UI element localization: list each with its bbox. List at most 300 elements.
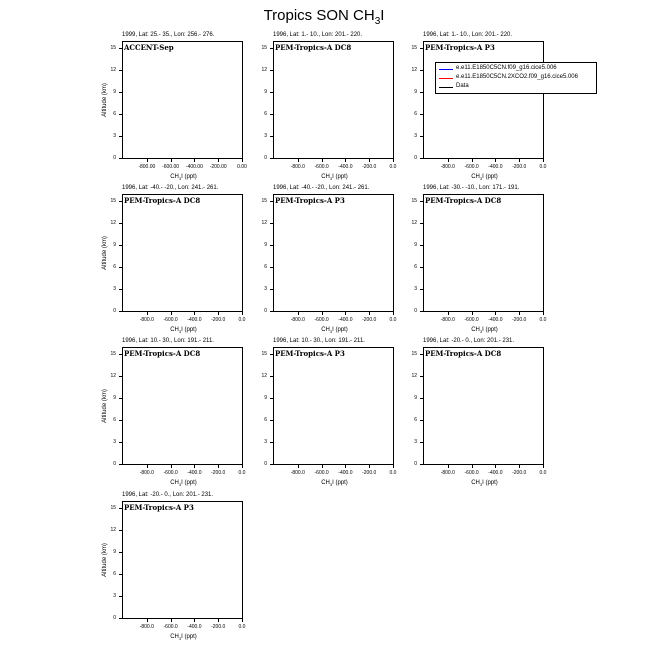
y-tick-label: 0 xyxy=(414,308,417,314)
x-tick xyxy=(218,618,219,622)
y-tick xyxy=(270,158,274,159)
y-tick xyxy=(420,398,424,399)
plot-area xyxy=(102,41,247,182)
x-tick xyxy=(369,464,370,468)
figure-title-sub: 3 xyxy=(374,16,381,27)
x-tick-label: -600.0 xyxy=(314,317,329,323)
x-title-end: I (ppt) xyxy=(332,327,348,333)
campaign-label: PEM-Tropics-A DC8 xyxy=(275,43,352,52)
x-tick-label: -600.0 xyxy=(163,624,178,630)
x-tick-label: -800.0 xyxy=(139,470,154,476)
y-tick xyxy=(119,223,123,224)
y-tick-label: 9 xyxy=(113,89,116,96)
y-tick xyxy=(119,70,123,71)
x-tick-label: -200.0 xyxy=(362,470,377,476)
x-title-main: CH xyxy=(170,480,179,486)
x-tick xyxy=(194,464,195,468)
y-tick-label: 9 xyxy=(264,395,267,402)
y-tick xyxy=(420,442,424,443)
figure-title-end: I xyxy=(380,7,385,24)
y-tick xyxy=(420,201,424,202)
x-tick-label: -600.0 xyxy=(464,470,479,476)
y-tick-label: 15 xyxy=(261,351,267,358)
x-tick-label: -200.0 xyxy=(362,164,377,170)
panel-header: 1996, Lat: -30.- -10., Lon: 171.- 191. xyxy=(423,185,520,191)
y-tick-label: 15 xyxy=(411,351,417,358)
y-tick xyxy=(420,92,424,93)
y-tick-label: 12 xyxy=(110,527,116,534)
y-tick-label: 6 xyxy=(113,571,116,578)
campaign-label: PEM-Tropics-A DC8 xyxy=(124,196,201,205)
x-tick xyxy=(345,464,346,468)
y-axis-title: Altitude (km) xyxy=(102,236,108,270)
y-tick xyxy=(270,70,274,71)
y-tick xyxy=(119,201,123,202)
y-tick-label: 0 xyxy=(113,615,116,621)
y-tick xyxy=(270,136,274,137)
x-tick xyxy=(543,311,544,315)
x-tick xyxy=(171,158,172,162)
x-tick-label: -200.0 xyxy=(512,164,527,170)
x-tick-label: -400.0 xyxy=(488,470,503,476)
x-tick xyxy=(393,311,394,315)
legend xyxy=(435,62,597,94)
y-tick-label: 12 xyxy=(110,67,116,74)
y-tick-label: 12 xyxy=(411,373,417,380)
x-tick-label: -800.0 xyxy=(139,317,154,323)
y-tick-label: 0 xyxy=(414,461,417,467)
x-title-end: I (ppt) xyxy=(482,327,498,333)
x-tick xyxy=(218,158,219,162)
y-tick xyxy=(420,48,424,49)
y-tick xyxy=(420,267,424,268)
y-tick xyxy=(119,48,123,49)
y-tick xyxy=(270,114,274,115)
x-tick-label: -600.0 xyxy=(163,317,178,323)
x-title-end: I (ppt) xyxy=(181,327,197,333)
y-tick xyxy=(270,267,274,268)
y-tick xyxy=(119,552,123,553)
y-tick xyxy=(270,398,274,399)
y-tick xyxy=(270,201,274,202)
x-tick xyxy=(171,464,172,468)
x-title-main: CH xyxy=(471,327,480,333)
panel-header: 1996, Lat: -20.- 0., Lon: 201.- 231. xyxy=(122,492,214,498)
y-tick xyxy=(270,376,274,377)
y-tick-label: 9 xyxy=(113,395,116,402)
y-tick-label: 12 xyxy=(261,67,267,74)
x-tick-label: 0.0 xyxy=(238,470,246,476)
y-tick-label: 0 xyxy=(264,461,267,467)
x-tick-label: -200.0 xyxy=(362,317,377,323)
x-title-sub: 3 xyxy=(479,482,483,488)
y-tick xyxy=(420,70,424,71)
y-tick-label: 12 xyxy=(411,67,417,74)
x-tick-label: 0.0 xyxy=(389,470,397,476)
x-tick xyxy=(345,158,346,162)
y-tick xyxy=(119,596,123,597)
y-tick-label: 3 xyxy=(264,439,267,446)
x-tick xyxy=(393,158,394,162)
panel-header: 1996, Lat: 10.- 30., Lon: 191.- 211. xyxy=(273,338,365,344)
x-tick-label: -400.0 xyxy=(488,164,503,170)
x-tick-label: -400.00 xyxy=(185,164,203,170)
y-tick xyxy=(119,311,123,312)
x-tick-label: -200.0 xyxy=(211,624,226,630)
x-tick xyxy=(369,311,370,315)
x-tick xyxy=(147,311,148,315)
y-tick-label: 3 xyxy=(113,439,116,446)
y-tick xyxy=(270,92,274,93)
x-tick xyxy=(171,618,172,622)
y-tick-label: 6 xyxy=(414,417,417,424)
x-tick xyxy=(242,618,243,622)
x-title-end: I (ppt) xyxy=(332,174,348,180)
y-tick xyxy=(270,48,274,49)
x-tick-label: -200.00 xyxy=(209,164,227,170)
x-tick xyxy=(298,311,299,315)
x-title-sub: 3 xyxy=(329,329,333,335)
x-tick xyxy=(242,464,243,468)
x-tick-label: -800.0 xyxy=(440,470,455,476)
x-tick xyxy=(171,311,172,315)
x-tick xyxy=(393,464,394,468)
y-tick-label: 15 xyxy=(261,45,267,52)
x-tick-label: -800.0 xyxy=(290,317,305,323)
x-tick xyxy=(147,618,148,622)
x-title-end: I (ppt) xyxy=(181,634,197,640)
x-title-end: I (ppt) xyxy=(181,480,197,486)
y-tick-label: 6 xyxy=(264,417,267,424)
campaign-label: PEM-Tropics-A P3 xyxy=(124,503,194,512)
x-tick-label: -400.0 xyxy=(187,624,202,630)
y-tick xyxy=(119,530,123,531)
y-tick-label: 9 xyxy=(264,242,267,249)
x-axis-title xyxy=(295,174,375,181)
y-tick-label: 6 xyxy=(264,264,267,271)
x-tick xyxy=(543,158,544,162)
y-tick xyxy=(270,289,274,290)
y-tick-label: 15 xyxy=(411,198,417,205)
panel-header: 1996, Lat: -40.- -20., Lon: 241.- 261. xyxy=(273,185,370,191)
x-tick xyxy=(495,158,496,162)
x-tick xyxy=(448,464,449,468)
y-tick xyxy=(420,376,424,377)
x-axis-title xyxy=(445,480,525,487)
y-tick xyxy=(270,354,274,355)
x-tick-label: -600.0 xyxy=(314,470,329,476)
y-tick xyxy=(270,442,274,443)
legend-swatch-black xyxy=(439,87,453,88)
y-tick-label: 12 xyxy=(261,373,267,380)
y-axis-title: Altitude (km) xyxy=(102,389,108,423)
y-tick-label: 6 xyxy=(113,417,116,424)
y-tick-label: 9 xyxy=(414,89,417,96)
x-tick-label: 0.0 xyxy=(539,164,547,170)
y-tick-label: 0 xyxy=(264,155,267,161)
x-tick xyxy=(218,464,219,468)
y-tick xyxy=(420,289,424,290)
x-tick xyxy=(322,311,323,315)
campaign-label: PEM-Tropics-A P3 xyxy=(275,349,345,358)
x-tick xyxy=(242,158,243,162)
x-tick xyxy=(519,464,520,468)
panel-header: 1996, Lat: 10.- 30., Lon: 191.- 211. xyxy=(122,338,214,344)
y-tick-label: 0 xyxy=(113,461,116,467)
x-tick-label: 0.0 xyxy=(389,317,397,323)
x-tick xyxy=(322,464,323,468)
y-tick xyxy=(420,223,424,224)
y-tick xyxy=(270,245,274,246)
x-title-sub: 3 xyxy=(178,482,182,488)
x-title-main: CH xyxy=(170,327,179,333)
x-tick-label: 0.0 xyxy=(539,317,547,323)
y-tick xyxy=(119,158,123,159)
campaign-label: PEM-Tropics-A DC8 xyxy=(425,196,502,205)
x-tick xyxy=(298,158,299,162)
y-tick xyxy=(119,92,123,93)
y-tick xyxy=(420,354,424,355)
x-title-sub: 3 xyxy=(178,636,182,642)
y-tick-label: 9 xyxy=(113,242,116,249)
campaign-label: ACCENT-Sep xyxy=(124,43,174,52)
y-tick-label: 6 xyxy=(414,264,417,271)
x-tick-label: -600.0 xyxy=(464,164,479,170)
x-axis-title xyxy=(144,480,224,487)
plot-area xyxy=(261,41,397,182)
y-tick xyxy=(420,245,424,246)
y-tick xyxy=(420,114,424,115)
plot-area xyxy=(261,194,397,335)
x-title-sub: 3 xyxy=(329,482,333,488)
legend-swatch-red xyxy=(439,78,453,79)
y-tick xyxy=(119,267,123,268)
x-axis-title xyxy=(144,634,224,641)
x-tick-label: -200.0 xyxy=(211,317,226,323)
y-tick-label: 0 xyxy=(264,308,267,314)
x-title-end: I (ppt) xyxy=(482,480,498,486)
x-title-main: CH xyxy=(321,174,330,180)
campaign-label: PEM-Tropics-A DC8 xyxy=(425,349,502,358)
y-tick xyxy=(119,354,123,355)
x-title-main: CH xyxy=(321,327,330,333)
x-title-main: CH xyxy=(321,480,330,486)
y-tick-label: 0 xyxy=(414,155,417,161)
x-title-sub: 3 xyxy=(178,329,182,335)
y-tick-label: 15 xyxy=(110,198,116,205)
x-tick-label: -600.00 xyxy=(162,164,180,170)
x-tick-label: -400.0 xyxy=(338,164,353,170)
legend-label: Data xyxy=(456,83,469,89)
y-tick xyxy=(420,420,424,421)
y-tick-label: 15 xyxy=(110,45,116,52)
y-tick xyxy=(119,508,123,509)
x-tick xyxy=(472,311,473,315)
legend-label: e.e11.E1850C5CN.f09_g16.cice5.006 xyxy=(456,65,557,71)
y-tick-label: 3 xyxy=(264,133,267,140)
y-tick xyxy=(270,420,274,421)
y-tick xyxy=(270,223,274,224)
x-title-main: CH xyxy=(170,174,179,180)
y-tick-label: 9 xyxy=(414,395,417,402)
x-tick xyxy=(194,311,195,315)
campaign-label: PEM-Tropics-A DC8 xyxy=(124,349,201,358)
x-tick xyxy=(194,158,195,162)
figure-title-main: Tropics SON CH xyxy=(263,7,375,24)
x-tick xyxy=(369,158,370,162)
x-tick xyxy=(495,464,496,468)
x-tick-label: -200.0 xyxy=(512,317,527,323)
y-tick-label: 3 xyxy=(414,439,417,446)
x-axis-title xyxy=(144,327,224,334)
y-tick-label: 9 xyxy=(414,242,417,249)
x-title-end: I (ppt) xyxy=(181,174,197,180)
x-tick-label: 0.0 xyxy=(238,624,246,630)
plot-area xyxy=(411,347,547,488)
y-tick xyxy=(119,136,123,137)
x-tick-label: -600.0 xyxy=(314,164,329,170)
x-tick-label: 0.0 xyxy=(238,317,246,323)
x-tick xyxy=(322,158,323,162)
y-tick-label: 3 xyxy=(414,286,417,293)
x-tick-label: -200.0 xyxy=(512,470,527,476)
x-tick xyxy=(472,158,473,162)
x-tick-label: -600.0 xyxy=(163,470,178,476)
y-tick-label: 3 xyxy=(414,133,417,140)
x-tick xyxy=(472,464,473,468)
y-tick xyxy=(420,311,424,312)
x-tick-label: -200.0 xyxy=(211,470,226,476)
x-tick xyxy=(543,464,544,468)
campaign-label: PEM-Tropics-A P3 xyxy=(275,196,345,205)
campaign-label: PEM-Tropics-A P3 xyxy=(425,43,495,52)
x-tick-label: -800.0 xyxy=(440,164,455,170)
y-tick xyxy=(119,245,123,246)
x-tick-label: -800.0 xyxy=(139,624,154,630)
x-tick-label: 0.00 xyxy=(237,164,247,170)
y-tick xyxy=(119,398,123,399)
y-tick xyxy=(119,442,123,443)
plot-area xyxy=(411,194,547,335)
x-tick-label: -800.0 xyxy=(290,470,305,476)
panel-header: 1996, Lat: -40.- -20., Lon: 241.- 261. xyxy=(122,185,219,191)
y-tick-label: 6 xyxy=(113,111,116,118)
plot-area xyxy=(102,501,246,642)
x-title-sub: 3 xyxy=(479,329,483,335)
x-tick-label: -600.0 xyxy=(464,317,479,323)
x-title-sub: 3 xyxy=(178,176,182,182)
x-tick-label: -400.0 xyxy=(187,470,202,476)
y-tick-label: 15 xyxy=(261,198,267,205)
plot-area xyxy=(261,347,397,488)
y-tick xyxy=(119,376,123,377)
x-axis-title xyxy=(295,327,375,334)
x-tick xyxy=(345,311,346,315)
y-tick-label: 15 xyxy=(411,45,417,52)
y-tick-label: 15 xyxy=(110,505,116,512)
y-tick-label: 0 xyxy=(113,155,116,161)
x-tick xyxy=(298,464,299,468)
y-tick-label: 6 xyxy=(113,264,116,271)
y-tick xyxy=(119,289,123,290)
x-tick-label: 0.0 xyxy=(389,164,397,170)
y-tick xyxy=(270,311,274,312)
x-axis-title xyxy=(445,327,525,334)
y-tick-label: 0 xyxy=(113,308,116,314)
y-tick xyxy=(119,420,123,421)
x-tick-label: -400.0 xyxy=(338,317,353,323)
x-tick xyxy=(448,158,449,162)
y-tick-label: 3 xyxy=(113,593,116,600)
x-tick xyxy=(218,311,219,315)
x-tick xyxy=(519,311,520,315)
x-tick xyxy=(242,311,243,315)
x-title-end: I (ppt) xyxy=(332,480,348,486)
y-tick xyxy=(270,464,274,465)
y-tick-label: 3 xyxy=(113,133,116,140)
plot-area xyxy=(411,41,547,182)
x-tick xyxy=(519,158,520,162)
y-tick-label: 6 xyxy=(414,111,417,118)
y-tick-label: 12 xyxy=(261,220,267,227)
y-axis-title: Altitude (km) xyxy=(102,543,108,577)
x-tick xyxy=(147,158,148,162)
y-tick-label: 3 xyxy=(264,286,267,293)
x-tick xyxy=(495,311,496,315)
x-title-sub: 3 xyxy=(479,176,483,182)
x-axis-title xyxy=(144,174,224,181)
y-tick xyxy=(119,464,123,465)
panel-header: 1996, Lat: -20.- 0., Lon: 201.- 231. xyxy=(423,338,515,344)
y-tick-label: 3 xyxy=(113,286,116,293)
y-tick xyxy=(119,618,123,619)
y-tick xyxy=(119,574,123,575)
x-tick-label: -400.0 xyxy=(488,317,503,323)
x-tick-label: -400.0 xyxy=(187,317,202,323)
x-tick-label: -800.0 xyxy=(290,164,305,170)
y-tick-label: 12 xyxy=(110,373,116,380)
plot-area xyxy=(102,347,246,488)
x-tick-label: -400.0 xyxy=(338,470,353,476)
y-tick-label: 9 xyxy=(264,89,267,96)
x-title-end: I (ppt) xyxy=(482,174,498,180)
x-tick-label: 0.0 xyxy=(539,470,547,476)
y-tick xyxy=(119,114,123,115)
x-axis-title xyxy=(445,174,525,181)
x-tick xyxy=(448,311,449,315)
x-tick-label: -800.00 xyxy=(138,164,156,170)
panel-header: 1996, Lat: 1.- 10., Lon: 201.- 220. xyxy=(423,32,513,38)
y-tick-label: 12 xyxy=(411,220,417,227)
x-tick xyxy=(194,618,195,622)
x-title-main: CH xyxy=(471,174,480,180)
y-axis-title: Altitude (km) xyxy=(102,83,108,117)
y-tick-label: 15 xyxy=(110,351,116,358)
x-tick-label: -800.0 xyxy=(440,317,455,323)
x-tick xyxy=(147,464,148,468)
x-title-sub: 3 xyxy=(329,176,333,182)
y-tick-label: 12 xyxy=(110,220,116,227)
legend-label: e.e11.E1850C5CN.2XCO2.f09_g16.cice5.006 xyxy=(456,74,578,80)
panel-header: 1999, Lat: 25.- 35., Lon: 256.- 276. xyxy=(122,32,215,38)
legend-swatch-blue xyxy=(439,69,453,70)
x-axis-title xyxy=(295,480,375,487)
y-tick-label: 6 xyxy=(264,111,267,118)
figure-title xyxy=(0,7,648,27)
y-tick xyxy=(420,136,424,137)
y-tick xyxy=(420,158,424,159)
plot-area xyxy=(102,194,246,335)
